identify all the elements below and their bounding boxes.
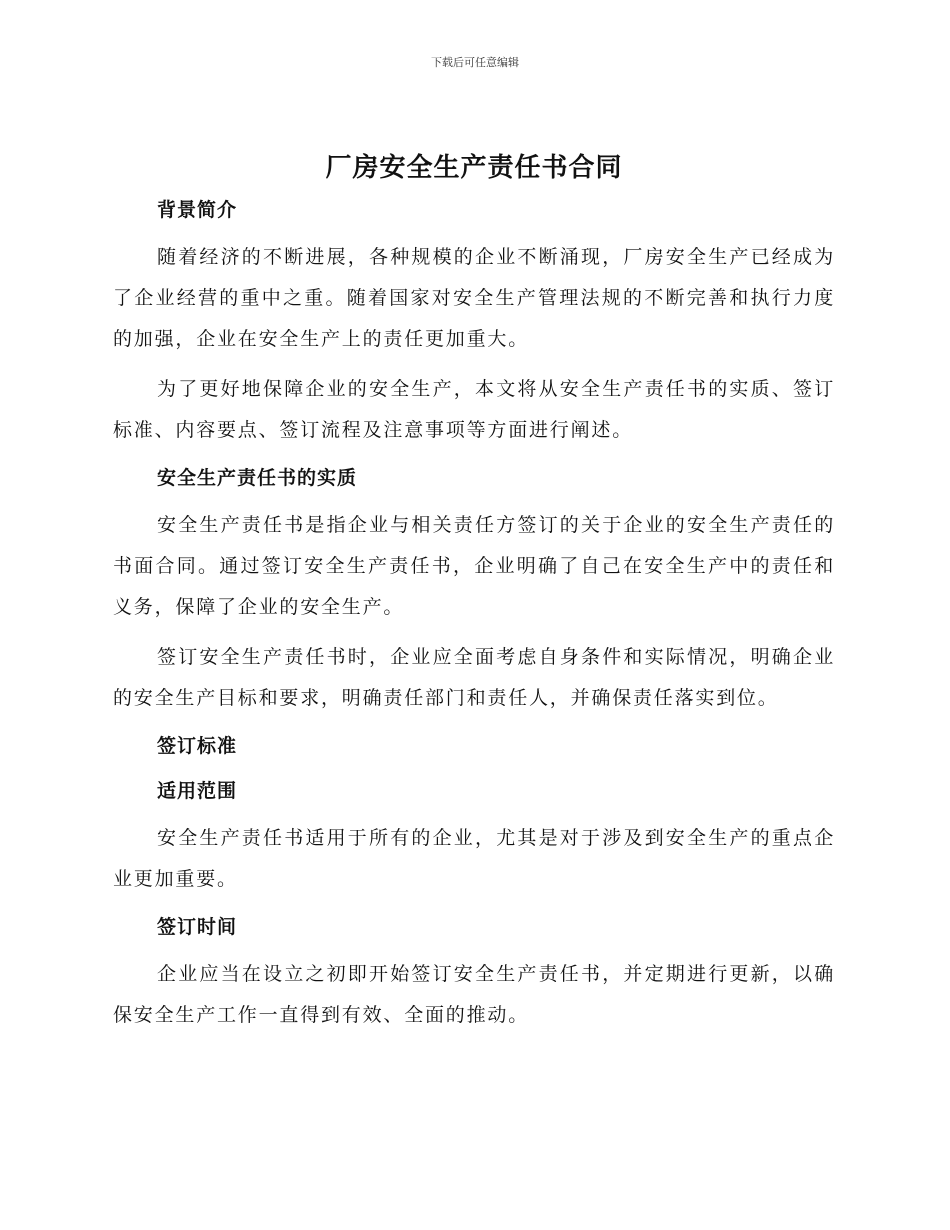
paragraph: 安全生产责任书适用于所有的企业，尤其是对于涉及到安全生产的重点企业更加重要。 xyxy=(113,827,835,890)
section-heading: 背景简介 xyxy=(157,199,238,221)
paragraph: 随着经济的不断进展，各种规模的企业不断涌现，厂房安全生产已经成为了企业经营的重中之重。随着国家对安全生产管理法规的不断完善和执行力度的加强，企业在安全生产上的责任更加重大。 xyxy=(113,246,835,350)
section-heading: 安全生产责任书的实质 xyxy=(157,467,358,489)
subsection-heading: 适用范围 xyxy=(157,780,238,802)
paragraph: 为了更好地保障企业的安全生产，本文将从安全生产责任书的实质、签订标准、内容要点、签订流程及注意事项等方面进行阐述。 xyxy=(113,378,835,441)
section-heading: 签订标准 xyxy=(157,735,238,757)
document-title: 厂房安全生产责任书合同 xyxy=(325,153,623,183)
paragraph: 签订安全生产责任书时，企业应全面考虑自身条件和实际情况，明确企业的安全生产目标和要求，明确责任部门和责任人，并确保责任落实到位。 xyxy=(113,646,835,709)
paragraph: 企业应当在设立之初即开始签订安全生产责任书，并定期进行更新，以确保安全生产工作一直得到有效、全面的推动。 xyxy=(113,963,835,1026)
subsection-heading: 签订时间 xyxy=(157,916,238,938)
page-header-note: 下载后可任意编辑 xyxy=(431,56,519,69)
paragraph: 安全生产责任书是指企业与相关责任方签订的关于企业的安全生产责任的书面合同。通过签订安全生产责任书，企业明确了自己在安全生产中的责任和义务，保障了企业的安全生产。 xyxy=(113,514,835,618)
document-body xyxy=(113,148,835,1045)
